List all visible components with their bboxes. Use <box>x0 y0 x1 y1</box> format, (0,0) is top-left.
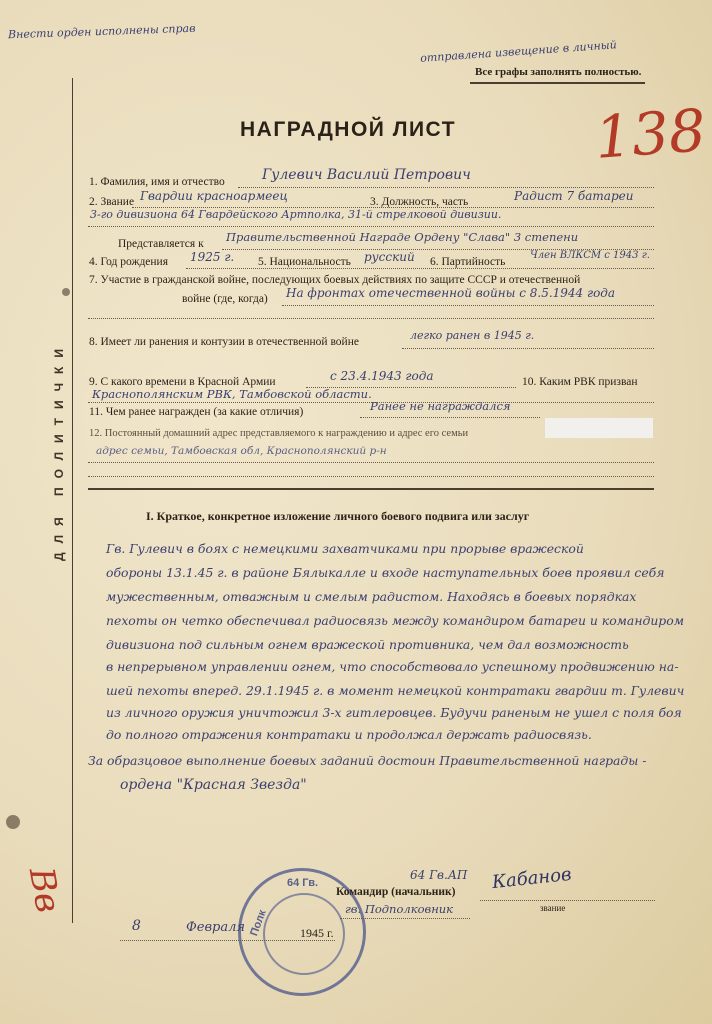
left-margin-rule <box>72 78 73 923</box>
commander-signature: Кабанов <box>491 863 573 894</box>
narrative-line: из личного оружия уничтожил 3-х гитлеровцев. Будучи раненым не ушел с поля боя <box>106 705 682 720</box>
stamp-text: 64 Гв. <box>287 877 319 889</box>
section-divider <box>88 488 654 490</box>
narrative-line: дивизиона под сильным огнем вражеской противника, чем дал возможность <box>106 637 629 652</box>
header-rule <box>470 82 645 84</box>
field-army-since-value: с 23.4.1943 года <box>330 369 434 383</box>
field-address-value: адрес семьи, Тамбовская обл, Краснополянский р-н <box>96 445 387 457</box>
document-title: НАГРАДНОЙ ЛИСТ <box>240 118 457 141</box>
underline <box>186 268 654 269</box>
underline <box>480 900 655 901</box>
field-participation-label: 7. Участие в гражданской войне, последующих боевых действиях по защите СССР и отечественной <box>89 274 581 286</box>
underline <box>282 305 654 306</box>
date-day: 8 <box>132 918 141 934</box>
underline <box>88 226 654 227</box>
narrative-line: шей пехоты вперед. 29.1.1945 г. в момент немецкой контратаки гвардии т. Гулевич <box>106 683 685 698</box>
underline <box>238 187 654 188</box>
narrative-line: За образцовое выполнение боевых заданий достоин Правительственной награды - <box>88 753 647 768</box>
field-position-value-cont: 3-го дивизиона 64 Гвардейского Артполка, 31-й стрелковой дивизии. <box>90 208 502 221</box>
red-registration-number: 138 <box>592 96 708 172</box>
date-month: Февраля <box>186 920 246 935</box>
red-margin-mark: Вв <box>20 864 68 916</box>
field-address-label: 12. Постоянный домашний адрес представляемого к награждению и адрес его семьи <box>89 428 469 439</box>
underline <box>88 476 654 477</box>
underline <box>360 417 540 418</box>
field-position-label: 3. Должность, часть <box>370 196 469 208</box>
field-nationality-value: русский <box>364 250 415 264</box>
section-title: I. Краткое, конкретное изложение личного боевого подвига или заслуг <box>146 509 530 523</box>
field-army-since-label: 9. С какого времени в Красной Армии <box>89 376 276 388</box>
commander-label: Командир (начальник) <box>336 886 456 898</box>
field-participation-value: На фронтах отечественной войны с 8.5.1944 года <box>286 286 616 300</box>
underline <box>88 462 654 463</box>
field-prev-awards-value: Ранее не награждался <box>370 399 511 413</box>
underline <box>402 348 654 349</box>
narrative-line: мужественным, отважным и смелым радистом. Находясь в боевых порядках <box>106 589 637 604</box>
field-wounds-label: 8. Имеет ли ранения и контузии в отечественной войне <box>89 336 359 348</box>
represent-label: Представляется к <box>118 238 204 250</box>
commander-rank-value: гв. Подполковник <box>345 902 454 916</box>
top-note-left: Внести орден исполнены справ <box>7 21 196 42</box>
underline <box>88 318 654 319</box>
hole-mark <box>6 815 20 829</box>
hole-mark <box>62 288 70 296</box>
date-year: 1945 г. <box>300 926 334 940</box>
narrative-line: до полного отражения контратаки и продолжал держать радиосвязь. <box>106 727 592 742</box>
redacted-area <box>545 418 653 438</box>
narrative-line: пехоты он четко обеспечивал радиосвязь между командиром батареи и командиром <box>106 613 684 628</box>
field-name-label: 1. Фамилия, имя и отчество <box>89 176 225 188</box>
side-label: ДЛЯ ПОЛИТИЧКИ <box>52 340 66 561</box>
narrative-line: обороны 13.1.45 г. в районе Бялыкалле и входе наступательных боев проявил себя <box>106 565 665 580</box>
field-wounds-value: легко ранен в 1945 г. <box>410 329 535 342</box>
field-rank-value: Гвардии красноармеец <box>140 189 288 203</box>
field-birth-year-value: 1925 г. <box>190 250 235 264</box>
field-name-value: Гулевич Василий Петрович <box>262 167 471 183</box>
field-rank-label: 2. Звание <box>89 196 135 208</box>
fill-instruction: Все графы заполнять полностью. <box>475 66 642 78</box>
narrative-line: ордена "Красная Звезда" <box>120 777 307 793</box>
field-birth-year-label: 4. Год рождения <box>89 256 168 268</box>
underline <box>340 918 470 919</box>
represent-value: Правительственной Награде Ордену "Слава" 3 степени <box>226 230 579 244</box>
field-participation-label-cont: войне (где, когда) <box>182 293 268 305</box>
stamp-text: Полк <box>248 908 269 938</box>
narrative-line: в непрерывном управлении огнем, что способствовало успешному продвижению на- <box>106 659 679 674</box>
top-note-right: отправлена извещение в личный <box>419 38 618 65</box>
underline <box>120 940 335 941</box>
rank-caption: звание <box>540 903 566 913</box>
field-party-value: Член ВЛКСМ с 1943 г. <box>530 250 650 261</box>
field-position-value: Радист 7 батареи <box>514 189 634 203</box>
field-rvk-value: Краснополянским РВК, Тамбовской области. <box>92 387 372 401</box>
signature-unit: 64 Гв.АП <box>410 868 468 882</box>
field-prev-awards-label: 11. Чем ранее награжден (за какие отличия) <box>89 406 304 418</box>
field-party-label: 6. Партийность <box>430 256 506 268</box>
field-rvk-label: 10. Каким РВК призван <box>522 376 638 388</box>
narrative-line: Гв. Гулевич в боях с немецкими захватчиками при прорыве вражеской <box>106 541 584 556</box>
field-nationality-label: 5. Национальность <box>258 256 351 268</box>
